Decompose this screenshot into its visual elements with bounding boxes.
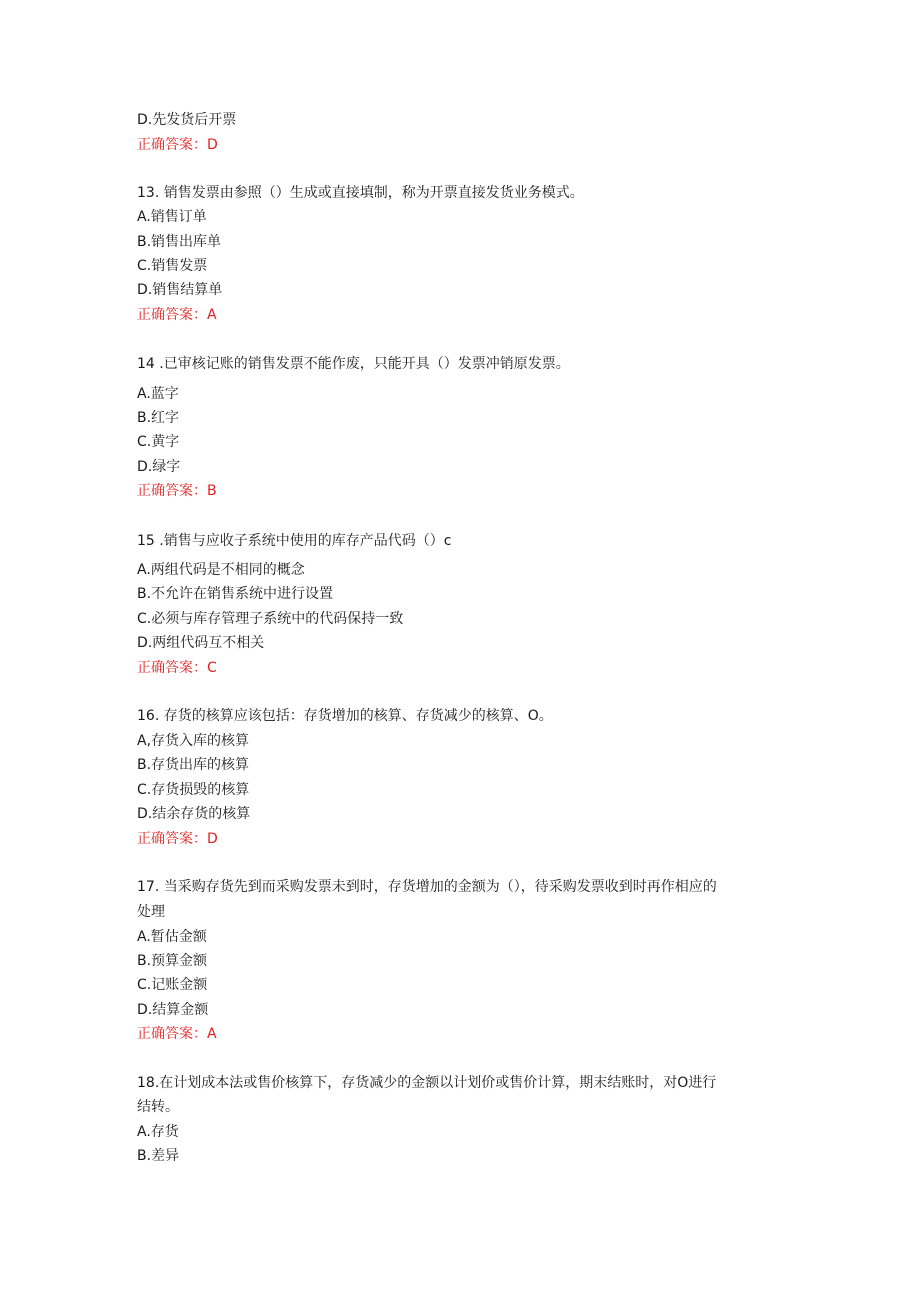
question-13-option-c: C.销售发票	[137, 258, 208, 274]
question-17-option-c: C.记账金额	[137, 977, 208, 993]
question-13-answer: 正确答案：A	[137, 307, 217, 323]
question-13-option-d: D.销售结算单	[137, 282, 223, 298]
question-17-stem-line-2: 处理	[137, 904, 165, 920]
question-13-stem: 13. 销售发票由参照（）生成或直接填制，称为开票直接发货业务模式。	[137, 185, 584, 201]
question-13-option-b: B.销售出库单	[137, 234, 222, 250]
question-17-option-d: D.结算金额	[137, 1002, 209, 1018]
question-18-option-a: A.存货	[137, 1124, 179, 1140]
prev-answer: 正确答案：D	[137, 137, 218, 153]
question-16-option-b: B.存货出库的核算	[137, 757, 250, 773]
question-16-option-d: D.结余存货的核算	[137, 806, 251, 822]
question-16-answer: 正确答案：D	[137, 831, 218, 847]
question-14-answer: 正确答案：B	[137, 483, 217, 499]
question-15-answer: 正确答案：C	[137, 660, 217, 676]
question-15-option-c: C.必须与库存管理子系统中的代码保持一致	[137, 611, 404, 627]
question-18-option-b: B.差异	[137, 1148, 180, 1164]
question-16-option-a: A,存货入库的核算	[137, 733, 250, 749]
question-15-stem: 15 .销售与应收子系统中使用的库存产品代码（）c	[137, 533, 452, 549]
question-18-stem-line-2: 结转。	[137, 1099, 179, 1115]
question-17-option-b: B.预算金额	[137, 953, 208, 969]
question-17-option-a: A.暂估金额	[137, 929, 207, 945]
prev-option-d: D.先发货后开票	[137, 112, 237, 128]
question-16-option-c: C.存货损毁的核算	[137, 782, 250, 798]
question-14-option-c: C.黄字	[137, 434, 180, 450]
question-17-answer: 正确答案：A	[137, 1026, 217, 1042]
question-17-stem-line-1: 17. 当采购存货先到而采购发票未到时，存货增加的金额为（），待采购发票收到时再作相应的	[137, 879, 717, 895]
question-15-option-a: A.两组代码是不相同的概念	[137, 562, 305, 578]
question-15-option-d: D.两组代码互不相关	[137, 635, 265, 651]
question-14-option-d: D.绿字	[137, 459, 181, 475]
question-13-option-a: A.销售订单	[137, 209, 207, 225]
question-14-option-b: B.红字	[137, 410, 180, 426]
question-14-option-a: A.蓝字	[137, 386, 179, 402]
question-18-stem-line-1: 18.在计划成本法或售价核算下，存货减少的金额以计划价或售价计算，期末结账时，对O进行	[137, 1075, 717, 1091]
question-15-option-b: B.不允许在销售系统中进行设置	[137, 586, 334, 602]
question-16-stem: 16. 存货的核算应该包括：存货增加的核算、存货减少的核算、O。	[137, 708, 553, 724]
question-14-stem: 14 .已审核记账的销售发票不能作废，只能开具（）发票冲销原发票。	[137, 356, 570, 372]
